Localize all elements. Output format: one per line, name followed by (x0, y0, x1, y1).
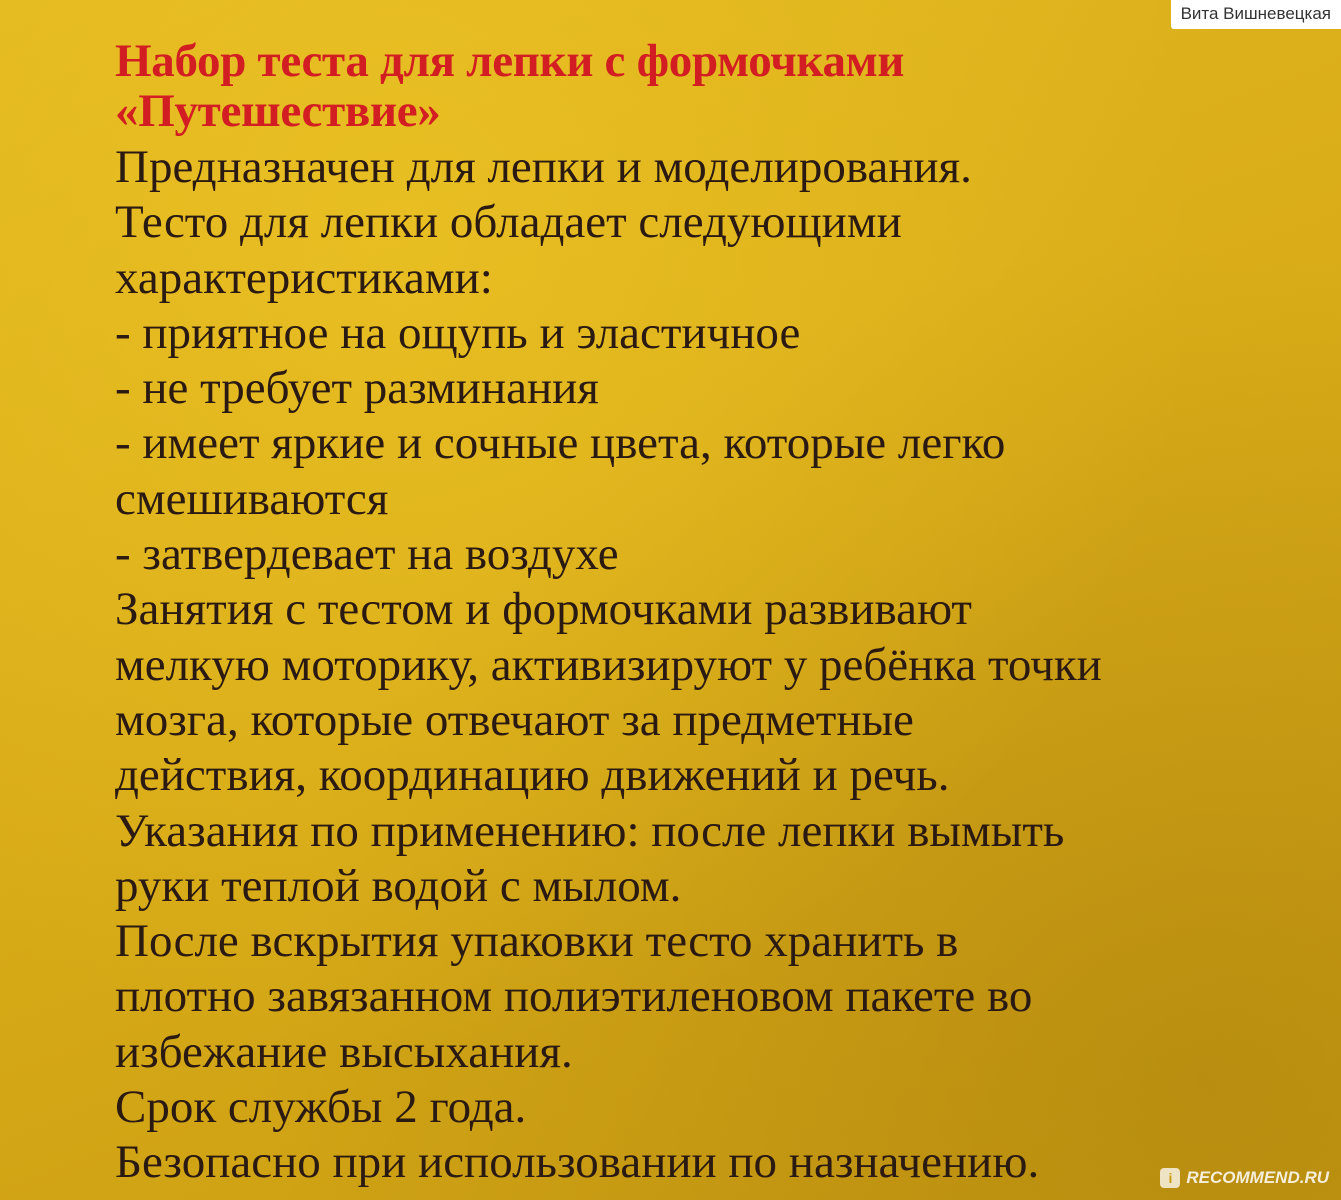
description-line: действия, координацию движений и речь. (115, 749, 950, 802)
description-line: Тесто для лепки обладает следующими (115, 196, 902, 249)
description-line: мелкую моторику, активизируют у ребёнка точки (115, 638, 1102, 691)
product-title-line: «Путешествие» (115, 85, 441, 137)
description-line: характеристиками: (115, 251, 493, 304)
author-watermark: Вита Вишневецкая (1171, 0, 1341, 29)
shelf-life-line: Срок службы 2 года. (115, 1081, 527, 1134)
feature-list-item: - затвердевает на воздухе (115, 528, 619, 581)
description-line: Занятия с тестом и формочками развивают (115, 583, 972, 636)
storage-instructions-line: плотно завязанном полиэтиленовом пакете во (115, 970, 1033, 1023)
storage-instructions-line: избежание высыхания. (115, 1025, 573, 1078)
product-title-line: Набор теста для лепки с формочками (115, 35, 905, 87)
usage-instructions-line: руки теплой водой с мылом. (115, 859, 682, 912)
site-watermark (1160, 1168, 1329, 1188)
safety-note-line: Безопасно при использовании по назначению. (115, 1136, 1040, 1189)
usage-instructions-line: Указания по применению: после лепки вымыть (115, 804, 1065, 857)
feature-list-item: - не требует разминания (115, 362, 599, 415)
description-line: мозга, которые отвечают за предметные (115, 693, 914, 746)
feature-list-item: - приятное на ощупь и эластичное (115, 306, 801, 359)
product-description (115, 36, 1315, 1191)
recommend-logo-icon: i (1160, 1168, 1180, 1188)
feature-list-item: - имеет яркие и сочные цвета, которые легко (115, 417, 1006, 470)
description-line: Предназначен для лепки и моделирования. (115, 141, 972, 193)
site-watermark-label: RECOMMEND.RU (1186, 1168, 1329, 1187)
feature-list-item: смешиваются (115, 472, 389, 525)
storage-instructions-line: После вскрытия упаковки тесто хранить в (115, 915, 959, 968)
